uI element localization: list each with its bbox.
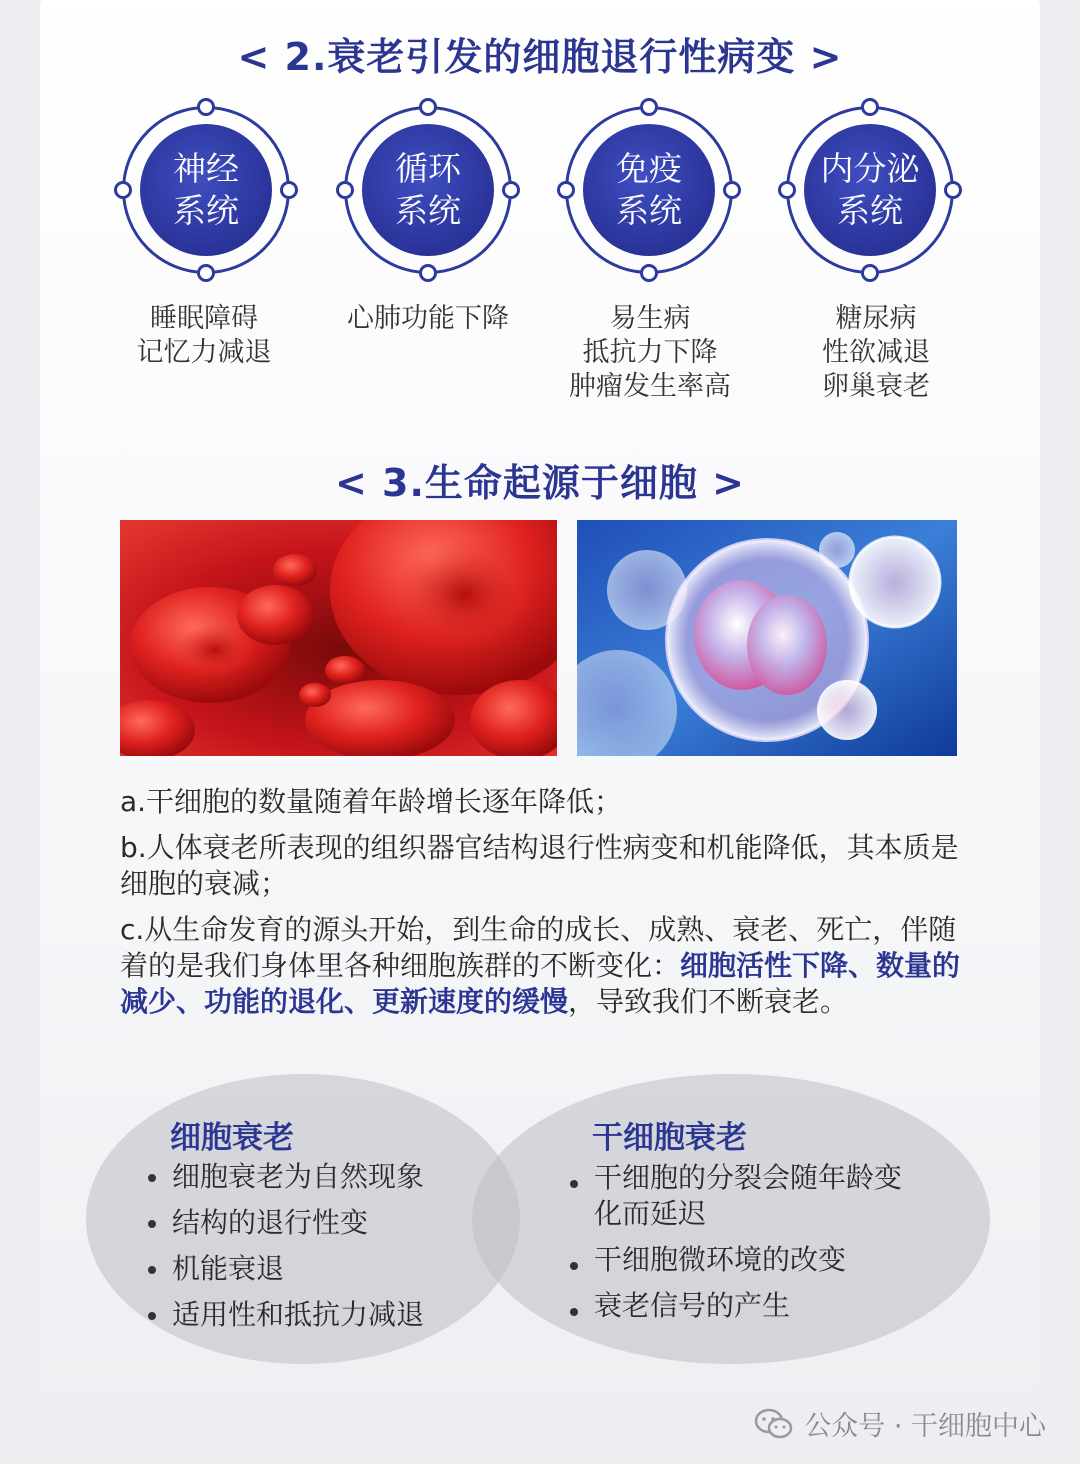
venn-right-title: 干细胞衰老 <box>592 1120 747 1156</box>
footer-watermark <box>754 1404 1046 1443</box>
list-item: 适用性和抵抗力减退 <box>146 1292 476 1338</box>
symptom-text: 心肺功能下降 <box>347 303 509 334</box>
paragraph-b: b.人体衰老所表现的组织器官结构退行性病变和机能降低，其本质是细胞的衰减； <box>120 831 959 900</box>
red-blood-cells-image <box>120 520 557 756</box>
venn-right-list <box>568 1160 928 1334</box>
system-label-line1: 循环 <box>395 149 461 188</box>
list-item: 衰老信号的产生 <box>568 1288 928 1324</box>
system-label-line1: 免疫 <box>616 149 682 188</box>
section-2-title: < 2.衰老引发的细胞退行性病变 > <box>237 35 843 79</box>
symptom-text: 抵抗力下降 <box>582 337 718 368</box>
system-circle-circulatory <box>336 98 520 282</box>
system-label-line2: 系统 <box>837 191 903 230</box>
system-label-line1: 神经 <box>173 149 239 188</box>
symptom-text: 记忆力减退 <box>136 337 272 368</box>
list-item: 干细胞微环境的改变 <box>568 1242 928 1278</box>
paragraph-a: a.干细胞的数量随着年龄增长逐年降低； <box>120 785 623 818</box>
system-label-line2: 系统 <box>173 191 239 230</box>
symptom-text: 肿瘤发生率高 <box>569 371 731 402</box>
venn-left-title: 细胞衰老 <box>170 1120 294 1156</box>
paragraph-c-text: c.从生命发育的源头开始，到生命的成长、成熟、衰老、死亡，伴随着的是我们身体里各种细胞族群的不断变化： <box>120 913 957 982</box>
system-label-line2: 系统 <box>395 191 461 230</box>
footer-text: 公众号 · 干细胞中心 <box>804 1411 1046 1442</box>
symptom-text: 睡眠障碍 <box>150 303 258 334</box>
symptom-text: 性欲减退 <box>822 337 930 368</box>
symptoms-immune <box>530 302 770 404</box>
symptoms-endocrine <box>756 302 996 404</box>
system-circle-nervous <box>114 98 298 282</box>
wechat-icon <box>754 1408 794 1440</box>
symptoms-circulatory <box>308 302 548 336</box>
paragraph-c-end: ，导致我们不断衰老。 <box>568 985 849 1018</box>
symptom-text: 卵巢衰老 <box>822 371 930 402</box>
paragraph-c <box>120 912 965 1020</box>
system-circle-immune <box>557 98 741 282</box>
symptom-text: 糖尿病 <box>835 303 917 334</box>
system-label-line2: 系统 <box>616 191 682 230</box>
stem-cells-image <box>577 520 957 756</box>
symptoms-nervous <box>84 302 324 370</box>
system-label-line1: 内分泌 <box>820 149 920 188</box>
system-circle-endocrine <box>778 98 962 282</box>
symptom-text: 易生病 <box>609 303 691 334</box>
list-item: 结构的退行性变 <box>146 1200 476 1246</box>
venn-left-list <box>146 1154 476 1338</box>
paragraph-c-highlight: 细胞活性下降、数量的减少、功能的退化、更新速度的缓慢 <box>120 949 961 1018</box>
section-3-title: < 3.生命起源于细胞 > <box>334 461 745 505</box>
list-item: 细胞衰老为自然现象 <box>146 1154 476 1200</box>
list-item: 干细胞的分裂会随年龄变化而延迟 <box>568 1160 928 1232</box>
list-item: 机能衰退 <box>146 1246 476 1292</box>
